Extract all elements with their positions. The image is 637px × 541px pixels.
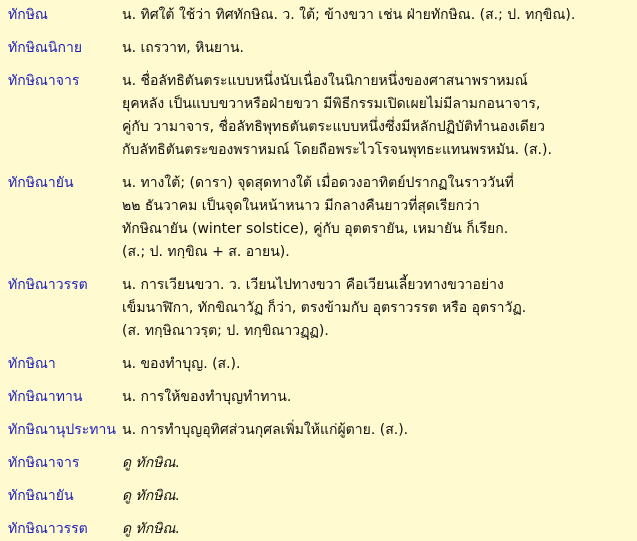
dictionary-entry	[0, 452, 637, 475]
definition-line: น. ทิศใต้ ใช้ว่า ทิศทักษิณ. ว. ใต้; ข้างขวา เช่น ฝ่ายทักษิณ. (ส.; ป. ทกฺขิณ).	[122, 7, 576, 23]
definition-line: (ส.; ป. ทกฺขิณ + ส. อายน).	[122, 244, 290, 260]
definition-line: เข็มนาฬิกา, ทักขิณาวัฏ ก็ว่า, ตรงข้ามกับ อุตราวรรต หรือ อุตราวัฏ.	[122, 300, 527, 316]
definition-line: ยุคหลัง เป็นแบบขวาหรือฝ่ายขวา มีพิธีกรรมเปิดเผยไม่มีลามกอนาจาร,	[122, 96, 541, 112]
cross-reference[interactable]: ดู ทักษิณ.	[122, 488, 180, 504]
dictionary-entry	[0, 485, 637, 508]
dictionary-entry	[0, 274, 637, 343]
definition-line: น. การให้ของทำบุญทำทาน.	[122, 389, 292, 405]
definition-line: (ส. ทกฺษิณาวรฺต; ป. ทกฺขิณาวฏฺฏ).	[122, 323, 329, 339]
dictionary-entry	[0, 386, 637, 409]
dictionary-entry	[0, 70, 637, 162]
entry-definition	[122, 37, 629, 60]
entry-definition	[122, 172, 629, 264]
entry-definition	[122, 518, 629, 541]
definition-line: ๒๒ ธันวาคม เป็นจุดในหน้าหนาว มีกลางคืนยาวที่สุดเรียกว่า	[122, 198, 480, 214]
entry-definition	[122, 485, 629, 508]
dictionary-entry	[0, 518, 637, 541]
dictionary-entry	[0, 37, 637, 60]
definition-line: น. ทางใต้; (ดารา) จุดสุดทางใต้ เมื่อดวงอาทิตย์ปรากฏในราววันที่	[122, 175, 514, 191]
entry-headword[interactable]: ทักษิณา	[8, 356, 56, 372]
definition-line: คู่กับ วามาจาร, ชื่อลัทธิพุทธตันตระแบบหนึ่งซึ่งมีหลักปฏิบัติทำนองเดียว	[122, 119, 545, 135]
definition-line: น. เถรวาท, หินยาน.	[122, 40, 244, 56]
dictionary-entry	[0, 172, 637, 264]
entry-headword[interactable]: ทักษิณนิกาย	[8, 40, 83, 56]
definition-line: กับลัทธิตันตระของพราหมณ์ โดยถือพระไวโรจนพุทธะแทนพรหมัน. (ส.).	[122, 142, 552, 158]
dictionary-entry	[0, 353, 637, 376]
entry-headword[interactable]: ทักษิณานุประทาน	[8, 422, 116, 438]
entry-definition	[122, 353, 629, 376]
entry-definition	[122, 4, 629, 27]
definition-line: น. ของทำบุญ. (ส.).	[122, 356, 241, 372]
entry-headword[interactable]: ทักษิณาจาร	[8, 455, 80, 471]
entry-definition	[122, 386, 629, 409]
dictionary-entry	[0, 4, 637, 27]
entry-headword[interactable]: ทักษิณายัน	[8, 175, 74, 191]
entry-definition	[122, 419, 629, 442]
dictionary-entry	[0, 419, 637, 442]
definition-line: น. การทำบุญอุทิศส่วนกุศลเพิ่มให้แก่ผู้ตาย. (ส.).	[122, 422, 409, 438]
entry-headword[interactable]: ทักษิณายัน	[8, 488, 74, 504]
definition-line: น. ชื่อลัทธิตันตระแบบหนึ่งนับเนื่องในนิกายหนึ่งของศาสนาพราหมณ์	[122, 73, 528, 89]
definition-line: ทักษิณายัน (winter solstice), คู่กับ อุตตรายัน, เหมายัน ก็เรียก.	[122, 221, 509, 237]
entry-definition	[122, 452, 629, 475]
entry-definition	[122, 70, 629, 162]
entry-headword[interactable]: ทักษิณาวรรต	[8, 521, 88, 537]
entry-headword[interactable]: ทักษิณาจาร	[8, 73, 80, 89]
entry-headword[interactable]: ทักษิณ	[8, 7, 48, 23]
definition-line: น. การเวียนขวา. ว. เวียนไปทางขวา คือเวียนเลี้ยวทางขวาอย่าง	[122, 277, 504, 293]
entry-definition	[122, 274, 629, 343]
cross-reference[interactable]: ดู ทักษิณ.	[122, 455, 180, 471]
entry-headword[interactable]: ทักษิณาทาน	[8, 389, 83, 405]
cross-reference[interactable]: ดู ทักษิณ.	[122, 521, 180, 537]
entry-headword[interactable]: ทักษิณาวรรต	[8, 277, 88, 293]
